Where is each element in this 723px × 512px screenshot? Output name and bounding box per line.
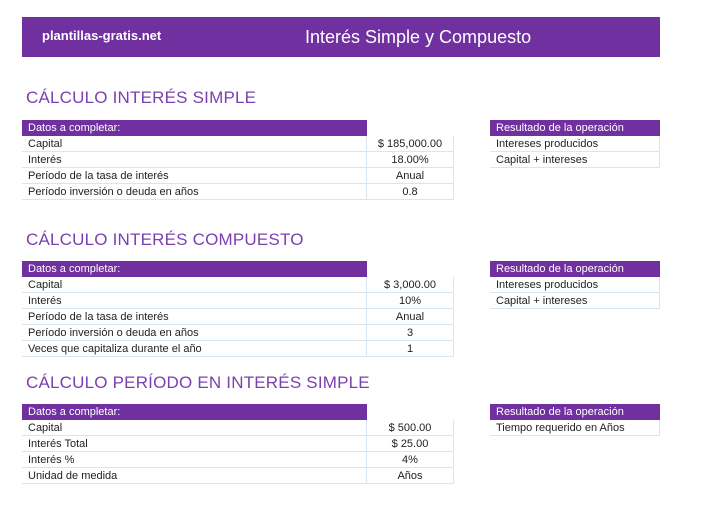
row-label: Período inversión o deuda en años: [22, 325, 367, 341]
result-row: [490, 277, 660, 293]
row-value-cell[interactable]: $ 3,000.00: [367, 277, 454, 293]
brand-logo: plantillas-gratis.net: [42, 28, 162, 43]
row-label: Capital: [22, 277, 367, 293]
row-label: Interés: [22, 152, 367, 168]
section-title: CÁLCULO PERÍODO EN INTERÉS SIMPLE: [26, 373, 370, 392]
row-label: Unidad de medida: [22, 468, 367, 484]
result-label[interactable]: Capital + intereses: [490, 293, 660, 309]
row-value-cell[interactable]: 4%: [367, 452, 454, 468]
result-table: [490, 120, 660, 168]
input-table: [22, 261, 454, 357]
table-row: [22, 341, 454, 357]
result-table: [490, 404, 660, 436]
input-table: [22, 120, 454, 200]
result-header: Resultado de la operación: [490, 261, 660, 277]
table-row: [22, 325, 454, 341]
table-row: [22, 309, 454, 325]
row-value-cell[interactable]: Anual: [367, 309, 454, 325]
result-row: [490, 152, 660, 168]
table-row: [22, 136, 454, 152]
result-row: [490, 293, 660, 309]
section-title: CÁLCULO INTERÉS COMPUESTO: [26, 230, 304, 249]
row-value-cell[interactable]: 1: [367, 341, 454, 357]
table-row: [22, 420, 454, 436]
table-row: [22, 277, 454, 293]
row-label: Veces que capitaliza durante el año: [22, 341, 367, 357]
result-table: [490, 261, 660, 309]
result-row: [490, 136, 660, 152]
result-label[interactable]: Capital + intereses: [490, 152, 660, 168]
header-blank: [367, 404, 454, 420]
row-value-cell[interactable]: Anual: [367, 168, 454, 184]
table-row: [22, 184, 454, 200]
row-value-cell[interactable]: 3: [367, 325, 454, 341]
row-label: Período de la tasa de interés: [22, 309, 367, 325]
row-label: Interés Total: [22, 436, 367, 452]
row-label: Capital: [22, 420, 367, 436]
header-blank: [367, 261, 454, 277]
table-row: [22, 168, 454, 184]
header-banner: [22, 17, 660, 57]
header-blank: [367, 120, 454, 136]
row-label: Período inversión o deuda en años: [22, 184, 367, 200]
result-header: Resultado de la operación: [490, 120, 660, 136]
input-header: Datos a completar:: [22, 404, 367, 420]
result-row: [490, 420, 660, 436]
row-value-cell[interactable]: 0.8: [367, 184, 454, 200]
row-label: Interés %: [22, 452, 367, 468]
row-value-cell[interactable]: $ 500.00: [367, 420, 454, 436]
table-row: [22, 436, 454, 452]
row-value-cell[interactable]: 10%: [367, 293, 454, 309]
row-label: Período de la tasa de interés: [22, 168, 367, 184]
result-label[interactable]: Intereses producidos: [490, 136, 660, 152]
result-header: Resultado de la operación: [490, 404, 660, 420]
table-row: [22, 468, 454, 484]
input-header: Datos a completar:: [22, 120, 367, 136]
page-title: Interés Simple y Compuesto: [305, 27, 532, 47]
row-value-cell[interactable]: $ 25.00: [367, 436, 454, 452]
input-table: [22, 404, 454, 484]
table-row: [22, 152, 454, 168]
table-row: [22, 452, 454, 468]
section-title: CÁLCULO INTERÉS SIMPLE: [26, 88, 257, 107]
row-value-cell[interactable]: 18.00%: [367, 152, 454, 168]
row-label: Capital: [22, 136, 367, 152]
table-row: [22, 293, 454, 309]
result-label[interactable]: Tiempo requerido en Años: [490, 420, 660, 436]
input-header: Datos a completar:: [22, 261, 367, 277]
row-value-cell[interactable]: $ 185,000.00: [367, 136, 454, 152]
result-label[interactable]: Intereses producidos: [490, 277, 660, 293]
row-value-cell[interactable]: Años: [367, 468, 454, 484]
row-label: Interés: [22, 293, 367, 309]
